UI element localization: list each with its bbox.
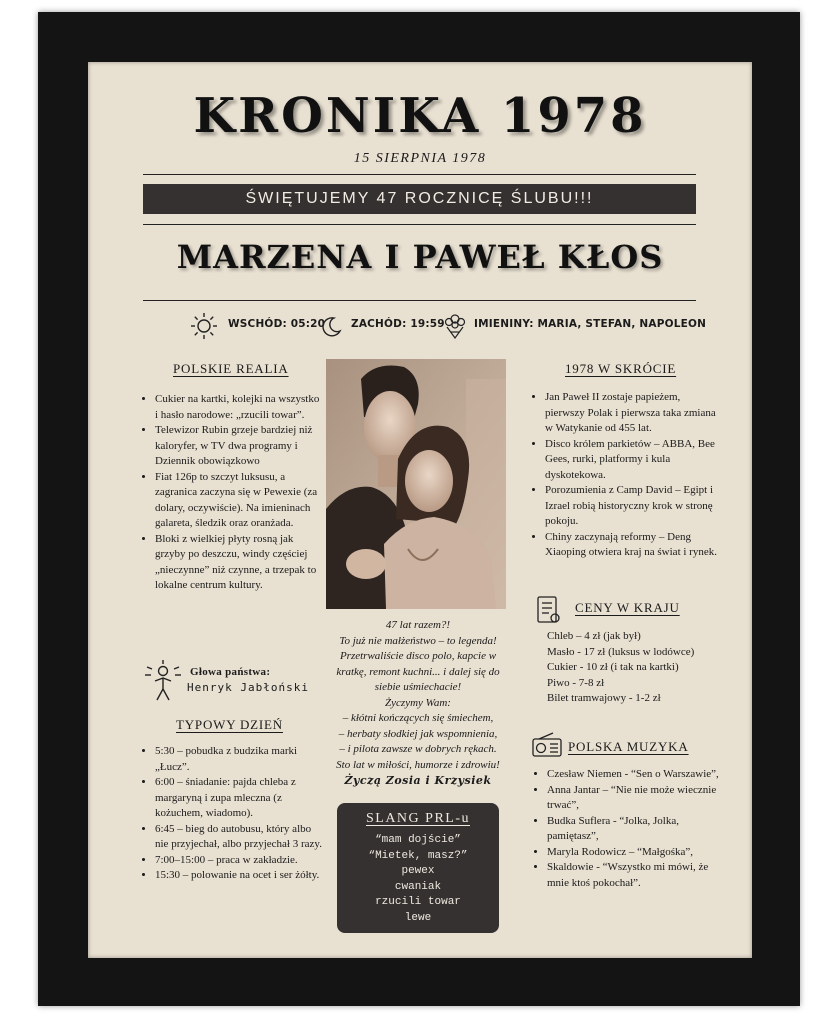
list-item: Bilet tramwajowy - 1-2 zł [547, 692, 661, 704]
message-line: – herbaty słodkiej jak wspomnienia, [338, 727, 498, 740]
moon-icon [320, 316, 342, 338]
list-item: • Porozumienia z Camp David – Egipt i Izrael robią historyczny krok w stronę pokoju. [545, 483, 717, 530]
message-line: Sto lat w miłości, humorze i zdrowiu! [336, 758, 500, 771]
sunrise-time: WSCHÓD: 05:20 [228, 318, 326, 330]
head-of-state-name: Henryk Jabłoński [187, 681, 309, 694]
receipt-icon [535, 595, 561, 625]
speaker-person-icon [143, 659, 183, 701]
head-of-state-label: Głowa państwa: [190, 666, 271, 678]
page-title: KRONIKA 1978 [193, 88, 647, 144]
list-item: • Chiny zaczynają reformy – Deng Xiaoping otwiera kraj na świat i rynek. [545, 530, 717, 561]
message-line: kratkę, remont kuchni... i dalej się do [336, 665, 500, 678]
message-line: siebie uśmiechacie! [374, 681, 462, 693]
list-item: Cukier - 10 zł (i tak na kartki) [547, 661, 679, 673]
list-item: • Anna Jantar – “Nie nie może wiecznie trwać”, [547, 783, 719, 814]
sunset-time: ZACHÓD: 19:59 [351, 318, 445, 330]
message-line: – kłótni kończących się śmiechem, [342, 712, 494, 724]
couple-names: MARZENA I PAWEŁ KŁOS [176, 238, 664, 276]
list-item: Masło - 17 zł (luksus w lodówce) [547, 645, 695, 658]
issue-date: 15 SIERPNIA 1978 [353, 151, 487, 166]
polskie-realia-list [143, 392, 325, 594]
typowy-dzien-list [143, 744, 325, 884]
list-item: • Telewizor Rubin grzeje bardziej niż kaloryfer, w TV dwa programy i Dziennik obowiązkowo [155, 423, 325, 470]
list-item: • Skaldowie - “Wszystko mi mówi, że mnie ktoś pokochał”. [547, 860, 719, 891]
list-item: • 5:30 – pobudka z budzika marki „Łucz”. [155, 744, 325, 775]
list-item: Chleb – 4 zł (jak był) [547, 630, 641, 642]
radio-icon [531, 732, 563, 758]
ceny-list [547, 629, 717, 707]
list-item: • Cukier na kartki, kolejki na wszystko i hasło narodowe: „rzucili towar”. [155, 392, 325, 423]
list-item: • Budka Suflera - “Jolka, Jolka, pamiętasz”, [547, 814, 719, 845]
polskie-realia-heading: POLSKIE REALIA [173, 361, 289, 376]
list-item: • Fiat 126p to szczyt luksusu, a zagranica zaczyna się w Pewexie (za dolary, oczywiście). Na imieninach galareta, śledzik oraz oranżada. [155, 470, 325, 532]
newspaper-page [88, 62, 752, 958]
message-line: To już nie małżeństwo – to legenda! [339, 634, 497, 647]
w-skrocie-list [533, 390, 717, 561]
divider [143, 224, 696, 225]
slang-word: cwaniak [394, 880, 442, 893]
typowy-dzien-heading: TYPOWY DZIEŃ [176, 717, 283, 732]
divider [143, 300, 696, 301]
slang-word: lewe [404, 911, 432, 924]
message-line: Przetrwaliście disco polo, kapcie w [339, 650, 497, 662]
flowers-icon [442, 312, 468, 340]
slang-word: “Mietek, masz?” [368, 849, 468, 862]
slang-box [337, 803, 499, 933]
slang-heading: SLANG PRL-u [365, 811, 470, 826]
list-item: • Maryla Rodowicz – “Małgośka”, [547, 845, 719, 861]
message-line: Życzymy Wam: [385, 696, 451, 709]
nameday-info: IMIENINY: MARIA, STEFAN, NAPOLEON [474, 318, 707, 330]
message-line: – i pilota zawsze w dobrych rękach. [339, 743, 497, 755]
slang-word: pewex [401, 865, 435, 877]
list-item: • 6:00 – śniadanie: pajda chleba z margaryną i zupa mleczna (z kożuchem, wiadomo). [155, 775, 325, 822]
slang-word: rzucili towar [375, 896, 461, 908]
list-item: • Jan Paweł II zostaje papieżem, pierwszy Polak i pierwsza taka zmiana w Watykanie od 455 lat. [545, 390, 717, 437]
w-skrocie-heading: 1978 W SKRÓCIE [565, 361, 677, 376]
muzyka-list [535, 767, 719, 891]
muzyka-heading: POLSKA MUZYKA [568, 739, 689, 754]
list-item: • 15:30 – polowanie na ocet i ser żółty. [155, 868, 325, 884]
divider [143, 174, 696, 175]
signature: Życzą Zosia i Krzysiek [344, 774, 492, 787]
sun-icon [190, 312, 218, 340]
anniversary-banner: ŚWIĘTUJEMY 47 ROCZNICĘ ŚLUBU!!! [143, 184, 696, 214]
couple-photo [326, 359, 506, 609]
list-item: Piwo - 7-8 zł [547, 676, 605, 689]
wishes-message [318, 618, 518, 773]
message-line: 47 lat razem?! [385, 619, 451, 631]
list-item: • 6:45 – bieg do autobusu, który albo nie przyjechał, albo przyjechał 3 razy. [155, 822, 325, 853]
slang-word: “mam dojście” [375, 834, 461, 846]
list-item: • Disco królem parkietów – ABBA, Bee Gees, rurki, platformy i kula dyskotekowa. [545, 437, 717, 484]
ceny-heading: CENY W KRAJU [575, 600, 680, 615]
list-item: • Bloki z wielkiej płyty rosną jak grzyby po deszczu, windy częściej „nieczynne” niż czynne, a trzepak to lokalne centrum kultury. [155, 532, 325, 594]
list-item: • Czesław Niemen - “Sen o Warszawie”, [547, 767, 719, 783]
list-item: • 7:00–15:00 – praca w zakładzie. [155, 853, 325, 869]
